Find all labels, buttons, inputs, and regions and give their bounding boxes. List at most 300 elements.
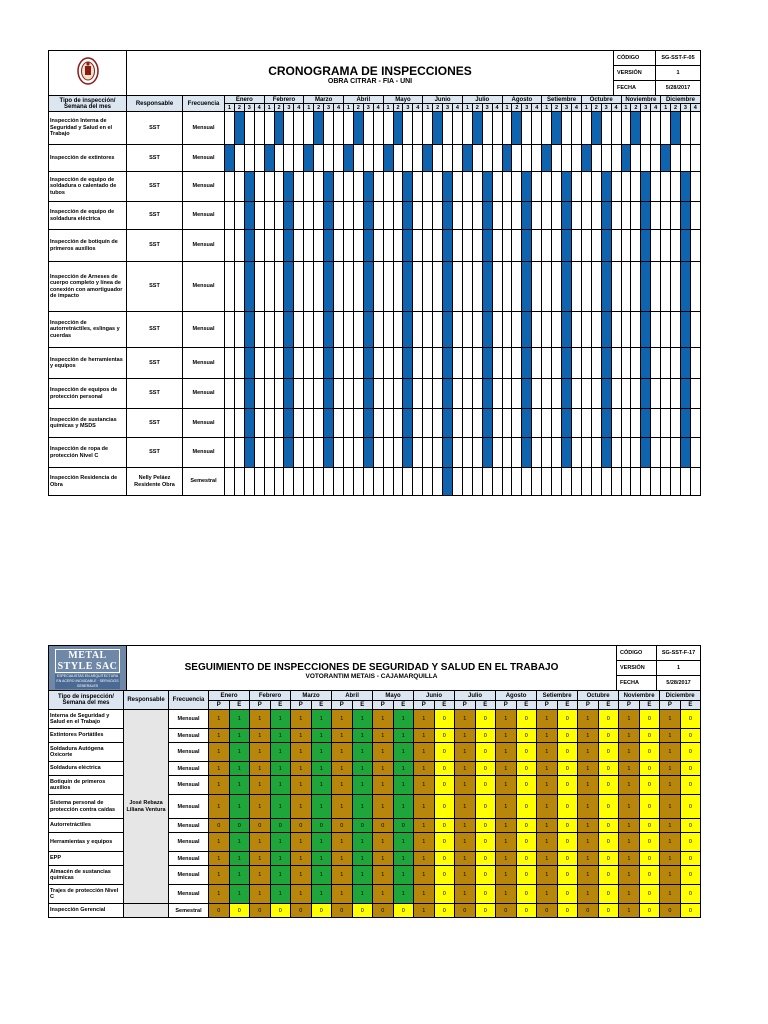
frequency: Mensual: [183, 172, 225, 202]
col-header-tipo: Tipo de inspección/ Semana del mes: [49, 96, 127, 112]
planned-cell: 1: [250, 885, 271, 904]
executed-cell: 0: [639, 710, 660, 729]
week-cell: [334, 145, 344, 172]
week-cell: [264, 468, 274, 496]
scheduled-week-cell: [482, 312, 492, 348]
week-cell: [532, 172, 542, 202]
responsible: José Rebaza Liliana Ventura: [124, 710, 169, 904]
week-header: 1: [621, 104, 631, 112]
week-cell: [661, 348, 671, 379]
table-row: [49, 312, 701, 348]
week-cell: [581, 379, 591, 409]
scheduled-week-cell: [680, 172, 690, 202]
week-cell: [690, 262, 700, 312]
week-cell: [304, 230, 314, 262]
week-cell: [294, 379, 304, 409]
scheduled-week-cell: [472, 112, 482, 145]
planned-cell: 1: [578, 729, 599, 743]
week-cell: [393, 145, 403, 172]
week-cell: [552, 230, 562, 262]
frequency: Mensual: [183, 112, 225, 145]
week-cell: [334, 312, 344, 348]
month-header: Agosto: [496, 691, 537, 701]
executed-cell: 0: [434, 885, 455, 904]
week-cell: [264, 438, 274, 468]
week-cell: [373, 262, 383, 312]
col-header-frecuencia: Frecuencia: [183, 96, 225, 112]
week-cell: [423, 312, 433, 348]
executed-cell: 0: [516, 743, 537, 762]
week-header: 1: [264, 104, 274, 112]
planned-header: P: [455, 701, 476, 710]
week-cell: [631, 468, 641, 496]
planned-cell: 1: [578, 710, 599, 729]
planned-header: P: [537, 701, 558, 710]
table-row: [49, 468, 701, 496]
scheduled-week-cell: [423, 145, 433, 172]
scheduled-week-cell: [324, 409, 334, 438]
week-cell: [403, 112, 413, 145]
planned-cell: 1: [250, 866, 271, 885]
week-cell: [611, 438, 621, 468]
planned-cell: 1: [619, 762, 640, 776]
week-cell: [225, 348, 235, 379]
planned-cell: 1: [578, 795, 599, 819]
week-cell: [453, 379, 463, 409]
week-cell: [433, 379, 443, 409]
week-cell: [334, 468, 344, 496]
week-cell: [314, 172, 324, 202]
scheduled-week-cell: [591, 112, 601, 145]
week-cell: [512, 145, 522, 172]
week-cell: [472, 230, 482, 262]
week-cell: [373, 409, 383, 438]
executed-cell: 0: [639, 762, 660, 776]
week-cell: [423, 262, 433, 312]
scheduled-week-cell: [631, 112, 641, 145]
week-cell: [324, 112, 334, 145]
executed-cell: 0: [393, 819, 414, 833]
week-cell: [571, 145, 581, 172]
executed-cell: 0: [598, 762, 619, 776]
planned-cell: 1: [660, 819, 681, 833]
frequency: Semestral: [169, 904, 209, 918]
inspection-type: EPP: [49, 852, 124, 866]
scheduled-week-cell: [343, 145, 353, 172]
month-header: Febrero: [264, 96, 304, 104]
executed-cell: 0: [434, 729, 455, 743]
scheduled-week-cell: [680, 348, 690, 379]
scheduled-week-cell: [324, 348, 334, 379]
planned-cell: 1: [250, 762, 271, 776]
week-cell: [512, 379, 522, 409]
planned-cell: 1: [332, 795, 353, 819]
week-header: 3: [324, 104, 334, 112]
planned-cell: 1: [414, 729, 435, 743]
executed-cell: 1: [229, 795, 250, 819]
week-cell: [393, 202, 403, 230]
inspection-type: Inspección Gerencial: [49, 904, 124, 918]
week-cell: [383, 112, 393, 145]
week-cell: [552, 409, 562, 438]
week-header: 1: [225, 104, 235, 112]
scheduled-week-cell: [542, 145, 552, 172]
week-cell: [225, 262, 235, 312]
executed-cell: 0: [475, 885, 496, 904]
executed-cell: 1: [352, 852, 373, 866]
planned-cell: 1: [578, 776, 599, 795]
inspection-type: Interna de Seguridad y Salud en el Trabajo: [49, 710, 124, 729]
week-cell: [542, 172, 552, 202]
week-cell: [304, 262, 314, 312]
responsible: SST: [127, 262, 183, 312]
planned-cell: 1: [578, 866, 599, 885]
week-cell: [502, 262, 512, 312]
week-cell: [234, 379, 244, 409]
executed-cell: 1: [270, 729, 291, 743]
executed-cell: 1: [352, 795, 373, 819]
executed-cell: 0: [598, 776, 619, 795]
week-cell: [462, 409, 472, 438]
week-cell: [304, 312, 314, 348]
executed-header: E: [270, 701, 291, 710]
executed-cell: 0: [680, 710, 701, 729]
scheduled-week-cell: [601, 438, 611, 468]
planned-cell: 1: [373, 852, 394, 866]
scheduled-week-cell: [264, 145, 274, 172]
executed-cell: 0: [680, 743, 701, 762]
executed-cell: 0: [516, 762, 537, 776]
inspection-type: Extintores Portátiles: [49, 729, 124, 743]
week-cell: [492, 145, 502, 172]
week-cell: [492, 438, 502, 468]
week-cell: [651, 112, 661, 145]
executed-cell: 1: [311, 795, 332, 819]
week-header: 4: [571, 104, 581, 112]
week-header: 4: [690, 104, 700, 112]
week-cell: [284, 112, 294, 145]
planned-cell: 1: [660, 852, 681, 866]
week-cell: [254, 145, 264, 172]
week-cell: [591, 348, 601, 379]
week-cell: [254, 230, 264, 262]
planned-cell: 1: [291, 776, 312, 795]
week-cell: [542, 262, 552, 312]
scheduled-week-cell: [552, 112, 562, 145]
planned-cell: 1: [414, 833, 435, 852]
planned-cell: 1: [414, 866, 435, 885]
executed-cell: 0: [434, 710, 455, 729]
week-cell: [502, 348, 512, 379]
week-cell: [304, 112, 314, 145]
scheduled-week-cell: [462, 145, 472, 172]
week-cell: [225, 409, 235, 438]
week-cell: [611, 145, 621, 172]
scheduled-week-cell: [403, 379, 413, 409]
planned-cell: 0: [291, 819, 312, 833]
executed-cell: 1: [229, 710, 250, 729]
scheduled-week-cell: [284, 262, 294, 312]
planned-cell: 1: [496, 776, 517, 795]
scheduled-week-cell: [244, 409, 254, 438]
week-cell: [433, 348, 443, 379]
planned-cell: 1: [373, 762, 394, 776]
week-header: 2: [591, 104, 601, 112]
week-header: 3: [284, 104, 294, 112]
planned-cell: 1: [619, 743, 640, 762]
scheduled-week-cell: [244, 172, 254, 202]
scheduled-week-cell: [314, 112, 324, 145]
week-cell: [254, 409, 264, 438]
week-cell: [314, 348, 324, 379]
week-cell: [343, 438, 353, 468]
week-cell: [304, 379, 314, 409]
week-cell: [383, 379, 393, 409]
week-header: 2: [671, 104, 681, 112]
week-cell: [671, 348, 681, 379]
week-header: 4: [254, 104, 264, 112]
executed-cell: 1: [229, 729, 250, 743]
week-cell: [383, 468, 393, 496]
week-cell: [383, 438, 393, 468]
week-header: 2: [353, 104, 363, 112]
planned-cell: 1: [619, 776, 640, 795]
week-cell: [591, 145, 601, 172]
scheduled-week-cell: [482, 348, 492, 379]
scheduled-week-cell: [562, 202, 572, 230]
week-cell: [651, 379, 661, 409]
week-cell: [433, 145, 443, 172]
week-header: 4: [373, 104, 383, 112]
planned-cell: 1: [291, 866, 312, 885]
week-cell: [552, 379, 562, 409]
week-cell: [472, 312, 482, 348]
week-cell: [264, 379, 274, 409]
meta-label-date: FECHA: [614, 81, 656, 96]
week-header: 1: [462, 104, 472, 112]
month-header: Abril: [343, 96, 383, 104]
week-cell: [453, 409, 463, 438]
week-cell: [611, 202, 621, 230]
planned-cell: 1: [660, 710, 681, 729]
executed-header: E: [598, 701, 619, 710]
week-cell: [631, 172, 641, 202]
responsible: SST: [127, 379, 183, 409]
week-cell: [383, 202, 393, 230]
week-cell: [661, 230, 671, 262]
week-cell: [334, 172, 344, 202]
planned-cell: 1: [414, 885, 435, 904]
planned-cell: 1: [619, 904, 640, 918]
scheduled-week-cell: [641, 348, 651, 379]
week-header: 3: [562, 104, 572, 112]
meta-label-date: FECHA: [617, 676, 657, 691]
week-cell: [462, 230, 472, 262]
week-cell: [671, 262, 681, 312]
planned-cell: 1: [455, 833, 476, 852]
week-cell: [581, 230, 591, 262]
week-header: 1: [304, 104, 314, 112]
scheduled-week-cell: [482, 409, 492, 438]
month-header: Enero: [225, 96, 265, 104]
executed-cell: 0: [475, 729, 496, 743]
week-cell: [611, 112, 621, 145]
week-cell: [353, 409, 363, 438]
executed-cell: 1: [270, 743, 291, 762]
month-header: Noviembre: [621, 96, 661, 104]
executed-cell: 1: [352, 743, 373, 762]
executed-header: E: [516, 701, 537, 710]
week-cell: [264, 230, 274, 262]
executed-cell: 0: [557, 710, 578, 729]
week-cell: [383, 230, 393, 262]
scheduled-week-cell: [522, 379, 532, 409]
week-cell: [562, 112, 572, 145]
executed-cell: 1: [270, 852, 291, 866]
planned-cell: 0: [496, 904, 517, 918]
scheduled-week-cell: [482, 172, 492, 202]
week-cell: [492, 230, 502, 262]
executed-cell: 1: [270, 833, 291, 852]
week-cell: [274, 348, 284, 379]
planned-cell: 1: [332, 729, 353, 743]
scheduled-week-cell: [324, 172, 334, 202]
executed-cell: 0: [516, 819, 537, 833]
planned-cell: 1: [660, 866, 681, 885]
planned-cell: 1: [619, 710, 640, 729]
week-cell: [631, 348, 641, 379]
month-header: Noviembre: [619, 691, 660, 701]
executed-cell: 0: [475, 819, 496, 833]
scheduled-week-cell: [443, 230, 453, 262]
executed-cell: 1: [229, 866, 250, 885]
scheduled-week-cell: [443, 409, 453, 438]
scheduled-week-cell: [482, 438, 492, 468]
scheduled-week-cell: [244, 230, 254, 262]
week-cell: [542, 230, 552, 262]
week-cell: [571, 348, 581, 379]
week-cell: [453, 348, 463, 379]
frequency: Mensual: [169, 866, 209, 885]
scheduled-week-cell: [562, 230, 572, 262]
week-cell: [661, 379, 671, 409]
executed-cell: 0: [557, 795, 578, 819]
week-cell: [661, 468, 671, 496]
planned-cell: 1: [332, 776, 353, 795]
week-cell: [264, 312, 274, 348]
week-cell: [581, 409, 591, 438]
week-cell: [453, 145, 463, 172]
planned-header: P: [332, 701, 353, 710]
scheduled-week-cell: [601, 172, 611, 202]
scheduled-week-cell: [403, 438, 413, 468]
week-cell: [363, 145, 373, 172]
week-cell: [562, 468, 572, 496]
week-cell: [254, 379, 264, 409]
week-cell: [314, 262, 324, 312]
executed-cell: 1: [352, 833, 373, 852]
week-cell: [690, 312, 700, 348]
week-header: 4: [651, 104, 661, 112]
planned-cell: 1: [537, 762, 558, 776]
executed-cell: 0: [557, 904, 578, 918]
executed-cell: 0: [598, 866, 619, 885]
inspection-type: Inspección Residencia de Obra: [49, 468, 127, 496]
week-header: 4: [453, 104, 463, 112]
week-cell: [353, 230, 363, 262]
planned-cell: 1: [209, 776, 230, 795]
planned-cell: 0: [209, 904, 230, 918]
week-cell: [482, 112, 492, 145]
week-cell: [413, 312, 423, 348]
week-cell: [502, 230, 512, 262]
scheduled-week-cell: [482, 262, 492, 312]
executed-header: E: [680, 701, 701, 710]
executed-header: E: [639, 701, 660, 710]
week-cell: [383, 172, 393, 202]
table-row: [49, 230, 701, 262]
week-cell: [462, 202, 472, 230]
scheduled-week-cell: [244, 348, 254, 379]
week-cell: [373, 230, 383, 262]
week-header: 4: [294, 104, 304, 112]
week-cell: [225, 379, 235, 409]
week-cell: [314, 145, 324, 172]
executed-cell: 0: [311, 904, 332, 918]
table-row: [49, 172, 701, 202]
planned-header: P: [578, 701, 599, 710]
week-cell: [324, 145, 334, 172]
week-cell: [234, 172, 244, 202]
week-cell: [284, 468, 294, 496]
frequency: Mensual: [169, 710, 209, 729]
week-cell: [661, 112, 671, 145]
week-cell: [581, 202, 591, 230]
week-cell: [274, 379, 284, 409]
week-header: 2: [552, 104, 562, 112]
tracking-title-block: [127, 646, 617, 691]
executed-cell: 0: [639, 852, 660, 866]
week-cell: [314, 409, 324, 438]
planned-cell: 0: [578, 904, 599, 918]
week-cell: [225, 230, 235, 262]
meta-value-date: 5/28/2017: [656, 81, 701, 96]
week-cell: [532, 230, 542, 262]
week-cell: [462, 172, 472, 202]
executed-cell: 0: [680, 729, 701, 743]
executed-cell: 1: [229, 762, 250, 776]
week-cell: [651, 409, 661, 438]
planned-cell: 1: [250, 833, 271, 852]
inspection-type: Inspección de autorretráctiles, eslingas y cuerdas: [49, 312, 127, 348]
month-header: Julio: [462, 96, 502, 104]
executed-cell: 1: [270, 885, 291, 904]
week-cell: [502, 202, 512, 230]
week-cell: [651, 145, 661, 172]
week-cell: [492, 379, 502, 409]
week-cell: [571, 262, 581, 312]
week-cell: [225, 312, 235, 348]
week-cell: [492, 312, 502, 348]
week-cell: [512, 348, 522, 379]
planned-cell: 1: [373, 833, 394, 852]
week-cell: [314, 379, 324, 409]
week-cell: [453, 112, 463, 145]
week-cell: [264, 262, 274, 312]
week-cell: [234, 145, 244, 172]
scheduled-week-cell: [522, 348, 532, 379]
week-cell: [334, 379, 344, 409]
